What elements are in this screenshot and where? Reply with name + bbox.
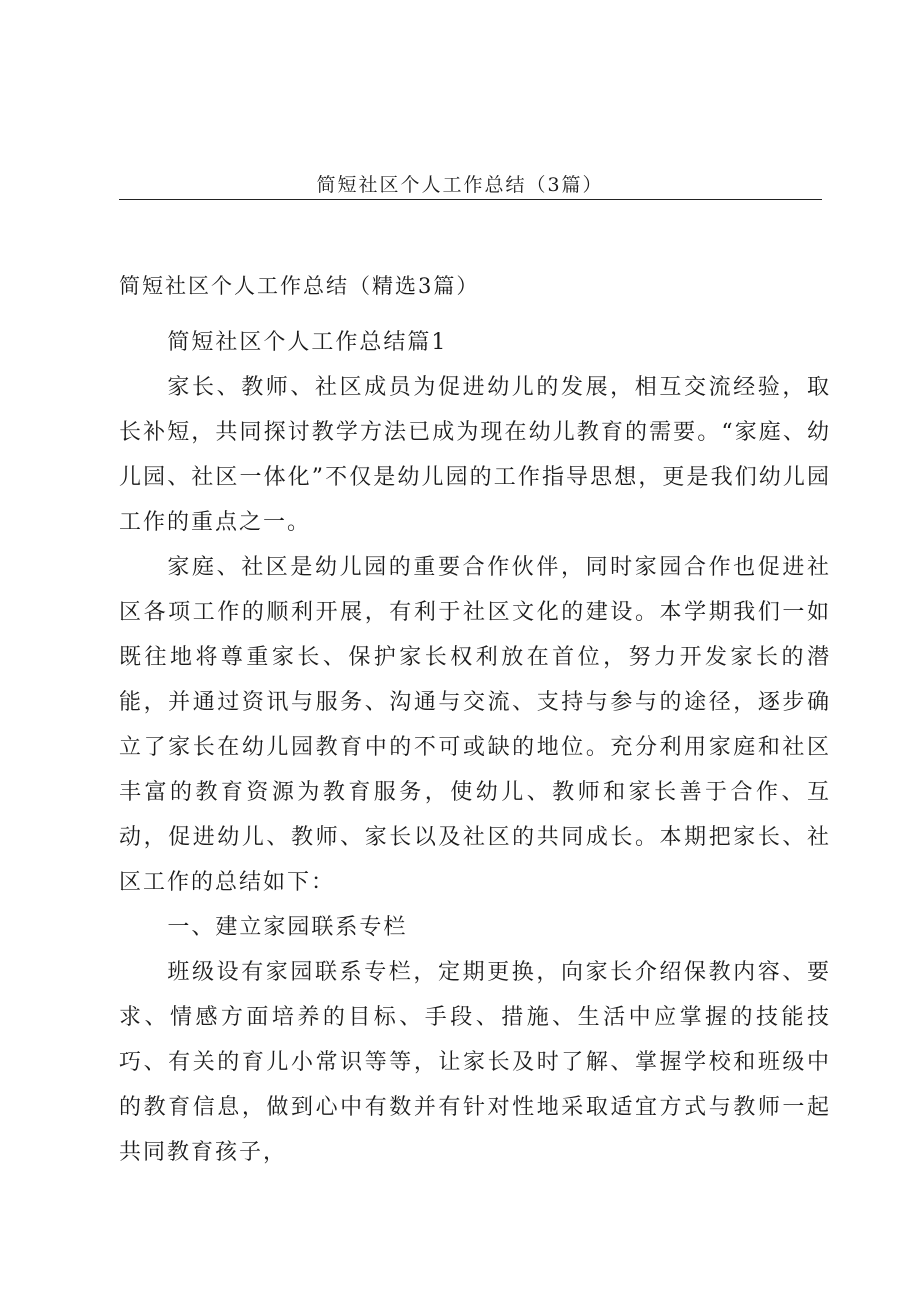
- paragraph-3: 班级设有家园联系专栏，定期更换，向家长介绍保教内容、要求、情感方面培养的目标、手段、措施、生活中应掌握的技能技巧、有关的育儿小常识等等，让家长及时了解、掌握学校和班级中的教育信息，做到心中有数并有针对性地采取适宜方式与教师一起共同教育孩子，: [119, 960, 831, 1165]
- paragraph-1: 家长、教师、社区成员为促进幼儿的发展，相互交流经验，取长补短，共同探讨教学方法已成为现在幼儿教育的需要。“家庭、幼儿园、社区一体化”不仅是幼儿园的工作指导思想，更是我们幼儿园工作的重点之一。: [119, 375, 831, 535]
- document-title: 简短社区个人工作总结（精选3篇）: [119, 274, 480, 298]
- document-body: [119, 320, 831, 1175]
- paragraph-2: 家庭、社区是幼儿园的重要合作伙伴，同时家园合作也促进社区各项工作的顺利开展，有利于社区文化的建设。本学期我们一如既往地将尊重家长、保护家长权利放在首位，努力开发家长的潜能，并通过资讯与服务、沟通与交流、支持与参与的途径，逐步确立了家长在幼儿园教育中的不可或缺的地位。充分利用家庭和社区丰富的教育资源为教育服务，使幼儿、教师和家长善于合作、互动，促进幼儿、教师、家长以及社区的共同成长。本期把家长、社区工作的总结如下：: [119, 555, 831, 895]
- section-title: 简短社区个人工作总结篇1: [167, 330, 448, 355]
- header-divider: [119, 199, 822, 200]
- running-header-title: 简短社区个人工作总结（3篇）: [316, 174, 604, 196]
- subheading-1: 一、建立家园联系专栏: [167, 915, 408, 940]
